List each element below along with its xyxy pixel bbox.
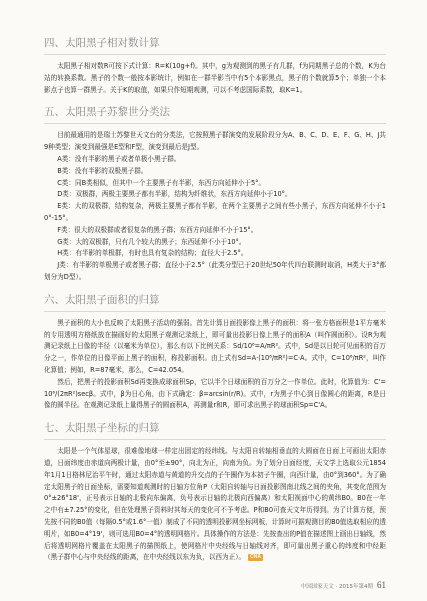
paragraph: 目前最通用的是瑞士苏黎世天文台的分类法，它按照黑子群演变的发展阶段分为A、B、C、D、E、F、G、H、J共9种类型；演变到最强是E型和F型，演变到最后是J型。: [44, 131, 386, 152]
paragraph: 然后，把黑子的投影面积Sd再变换成球面积Sp，它以半个日球面积的百万分之一作单位。此时，化算值为：C'=10⁶/(2πR²)secβ。式中，β为日心角，由下式确定：β=arcsin(r/R)。式中，r为黑子中心到日像圆心的距离，R是日像的圆半径。在观测记录纸上量得黑子的圆面积A，再测量r和R，即可求出黑子的球面积Sp=C'A。: [44, 377, 386, 410]
paragraph: [44, 446, 386, 564]
class-h-item: H类：有半影的单极群，有时也具有复杂的结构；直径大于2.5°。: [57, 249, 248, 258]
class-f-item: F类：很大的双极群或者很复杂的黑子群；东西方向延伸不小于15°。: [57, 225, 258, 234]
section-heading: 七、太阳黑子坐标的归算: [44, 421, 386, 440]
section-heading: 六、太阳黑子面积的归算: [44, 293, 386, 312]
article-body: [44, 36, 386, 573]
class-j-item: J类：有半影的单极黑子或者黑子群；直径小于2.5°（此类分型已于20世纪50年代四台联测时取消，H类大于3°都划分为D型）。: [44, 261, 386, 281]
page-number: 61: [377, 580, 386, 590]
section-sunspot-relative-number: [44, 36, 386, 96]
section-heading: 五、太阳黑子苏黎世分类法: [44, 105, 386, 124]
class-a-item: A类：没有半影的黑子或者单极小黑子群。: [57, 154, 181, 163]
class-d-item: D类：双极群，两极主要黑子都有半影，结构为纤维状，东西方向延伸小于10°。: [57, 190, 292, 199]
section-sunspot-area-reduction: [44, 293, 386, 412]
cna-logo-badge: CNA: [250, 553, 261, 560]
section-heading: 四、太阳黑子相对数计算: [44, 36, 386, 55]
page-footer: [301, 580, 386, 591]
paragraph: 太阳黑子相对数R可按下式计算：R=K(10g+f)。其中，g为观测到的黑子有几群，f为同期黑子总的个数，K为台站的转换系数。黑子的个数一般按本影统计，例如在一群半影当中有5个本影黑点，黑子的个数就算5个；单独一个本影点子也算一群黑子。关于K的取值，如果只作短期观测，可以不考虑国际系数，取K=1。: [44, 62, 386, 94]
class-c-item: C类：同B类相似，但其中一个主要黑子有半影，东西方向延伸小于5°。: [57, 178, 266, 187]
section-sunspot-coordinate-reduction: [44, 421, 386, 564]
paragraph: 黑子面积的大小也反映了太阳黑子活动的强弱。首先计算日面投影像上黑子的面积：将一张方格面积是1平方毫米的专用透明方格纸放在描画好的太阳黑子观测记录纸上，即可量出投影日像上黑子的面积A（叫作圆面积）。设R为观测记录纸上日像的半径（以毫米为单位），那么有以下比例关系：Sd/10⁶=A/πR²。式中，Sd是以日轮可见面积的百万分之一，作单位的日像平面上黑子的面积，称投影面积。由上式有Sd=A·(10⁶/πR²)=C·A。式中，C=10⁶/πR²，叫作化算值；例如，R=87毫米，那么，C=42.054。: [44, 318, 386, 374]
section-zurich-classification: [44, 105, 386, 283]
publication-info: 中国国家天文 · 2015年第4期: [300, 584, 373, 590]
class-g-item: G类：大的双极群，只有几个较大的黑子；东西延伸不小于10°。: [57, 237, 246, 246]
class-b-item: B类：没有半影的双极黑子群。: [57, 166, 148, 175]
class-e-item: E类：大的双极群，结构复杂，两极主要黑子都有半影，在两个主要黑子之间有些小黑子，东西方向延伸不小于10°-15°。: [44, 202, 386, 222]
paragraph-text: 太阳是一个气体星球，很难像地球一样定出固定的经纬线。与太阳自转轴相垂直的大圆面在日面上可画出太阳赤道，日面纬度由赤道向两极计量，由0°至±90°，向北为正，向南为负。为了划分日面经度，天文学上选取公元1854年1月1日格林尼治平午时，通过太阳赤道与黄道的升交点的子午圈作为本初子午圈，向西计量，由0°到360°。为了确定太阳黑子的日面坐标，需要知道观测时的日轴方位角P（太阳自转轴与日面投影图南北线之间的夹角，其变化范围为0°±26°18'，正号表示日轴的北极向东偏离，负号表示日轴的北极向西偏离）和太阳视面中心的黄纬B0。B0在一年之中有±7.25°的变化，但在处理黑子资料时其每天的变化可不予考虑。P和B0可查天文年历得到。为了计算方便，预先按不同的B0值（每隔0.5°或1.6°一值）制成了不同的透明投影网坐标网板，计算时可据观测目的B0值选取相应的透明片，如B0=4°19'，则可选用B0=4°的透明网格片。具体操作的方法是：先按查出的P值在描述图上画出日轴线，然后将透明网格片覆盖在太阳黑子的描图纸上，使网格片中央经线与日轴线对齐，即可量出黑子重心的纬度和中经距（黑子群中心与中央经线的距离，在中央经线以东为负，以西为正）。: [44, 447, 386, 562]
